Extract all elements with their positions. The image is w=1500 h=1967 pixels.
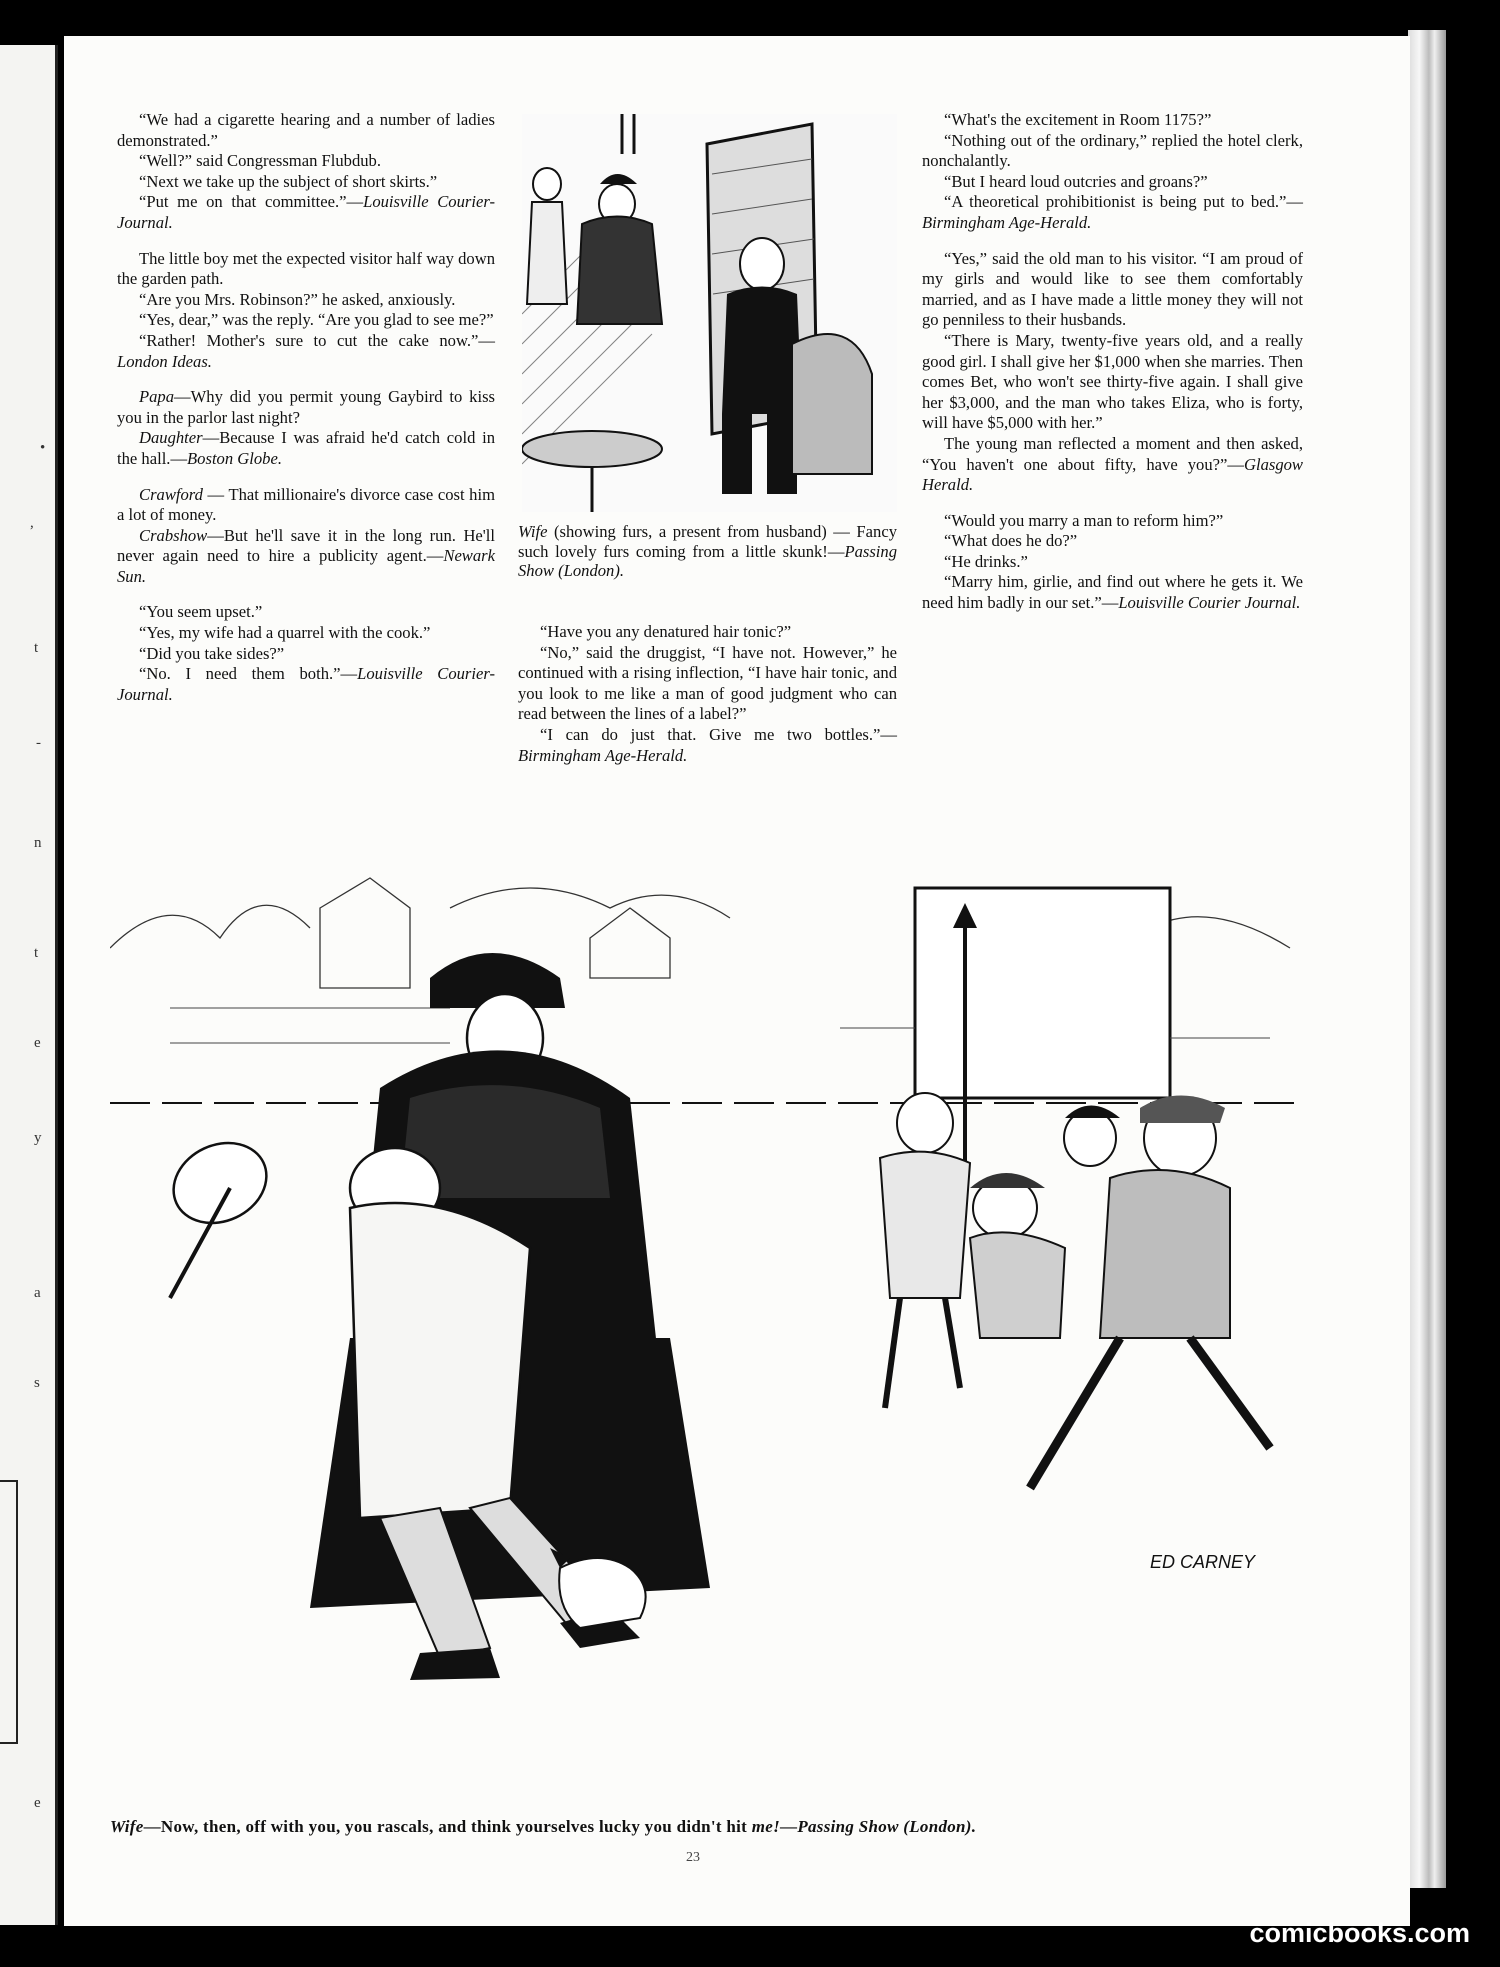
speaker: Crawford [139,484,203,504]
paragraph [117,428,495,469]
paragraph: “No,” said the druggist, “I have not. However,” he continued with a rising inflection, “I have hair tonic, and you look to me like a man of good judgment who can read between the lines of a label?” [518,642,897,724]
caption-emphasis: me! [751,1817,780,1836]
paragraph: “Nothing out of the ordinary,” replied the hotel clerk, nonchalantly. [922,130,1303,171]
text-column-middle [518,622,897,766]
paragraph: “He drinks.” [944,551,1028,571]
paragraph: The little boy met the expected visitor half way down the garden path. [117,248,495,289]
caption-text: (showing furs, a present from husband) — Fancy such lovely furs coming from a little skunk!— [518,522,897,561]
binding-edge [1408,30,1446,1888]
source-credit: Louisville Courier Journal. [1118,593,1301,613]
site-watermark: comicbooks.com [1249,1918,1470,1948]
paragraph [117,664,495,705]
source-credit: London Ideas. [117,351,212,371]
paragraph: “Well?” said Congressman Flubdub. [139,151,381,171]
paragraph: “Would you marry a man to reform him?” [944,510,1224,530]
paragraph: “But I heard loud outcries and groans?” [944,171,1208,191]
paragraph-text: “Put me on that committee.”— [139,192,364,212]
paragraph: “Yes,” said the old man to his visitor. “I am proud of my girls and would like to see them comfortably married, and as I have made a little money they will not go penniless to their husbands. [922,248,1303,330]
paragraph: “Yes, dear,” was the reply. “Are you glad to see me?” [139,310,494,330]
joke-divorce-case [117,485,495,588]
caption-text: —Now, then, off with you, you rascals, and think yourselves lucky you didn't hit [143,1817,752,1836]
previous-page-edge: • , t - n t e y a s e [0,45,58,1925]
artist-signature: ED CARNEY [1150,1552,1256,1572]
paragraph: “Have you any denatured hair tonic?” [540,622,792,641]
paragraph: “You seem upset.” [139,602,263,622]
source-credit: Louisville Courier-Journal. [117,192,495,232]
paragraph [117,485,495,526]
street-cartoon-illustration [110,868,1300,1808]
paragraph [922,434,1303,496]
speaker: Wife [518,522,548,541]
paragraph [117,387,495,428]
paragraph: “Next we take up the subject of short skirts.” [139,171,438,191]
source-credit: Passing Show (London). [518,541,897,580]
paragraph [518,725,897,766]
paragraph-text: “No. I need them both.”— [139,664,358,684]
joke-quarrel-cook [117,602,495,705]
joke-room-1175 [922,110,1303,234]
joke-old-man-daughters [922,249,1303,496]
paragraph [117,526,495,588]
source-credit: Birmingham Age-Herald. [922,212,1092,232]
page-number: 23 [686,1850,700,1865]
joke-marry-to-reform [922,511,1303,614]
text-column-left [117,110,495,705]
joke-hair-tonic [518,622,897,766]
text-column-right [922,110,1303,614]
paragraph: “There is Mary, twenty-five years old, and a really good girl. I shall give her $1,000 when she marries. Then comes Bet, who won't see thirty-five again. I shall give her $3,000, and the man who takes Eliza, who is forty, will have $5,000 with her.” [922,330,1303,433]
speaker: Wife [110,1817,144,1836]
paragraph [117,192,495,233]
paragraph: “We had a cigarette hearing and a number of ladies demonstrated.” [117,110,495,150]
caption-dash: — [780,1817,798,1836]
paragraph-text: —But he'll save it in the long run. He'll never again need to hire a publicity agent.— [117,525,495,566]
speaker: Papa [139,387,175,407]
source-credit: Birmingham Age-Herald. [518,745,688,765]
source-credit: Glasgow Herald. [922,454,1303,495]
paragraph [117,331,495,372]
joke-mrs-robinson [117,249,495,373]
paragraph-text: “Marry him, girlie, and find out where he gets it. We need him badly in our set.”— [922,572,1303,613]
street-cartoon-caption [110,1817,1310,1837]
paragraph [922,192,1303,233]
paragraph: “What does he do?” [944,531,1078,551]
paragraph-text: — That millionaire's divorce case cost him a lot of money. [117,484,495,525]
paragraph: “What's the excitement in Room 1175?” [944,110,1212,129]
paragraph-text: The young man reflected a moment and then asked, “You haven't one about fifty, have you?”— [922,433,1303,474]
speaker: Crabshow [139,525,208,545]
source-credit: Louisville Courier-Journal. [117,664,495,704]
paragraph: “Did you take sides?” [139,643,285,663]
source-credit: Passing Show (London). [797,1817,977,1836]
paragraph: “Are you Mrs. Robinson?” he asked, anxiously. [139,289,456,309]
speaker: Daughter [139,428,203,448]
paragraph-text: —Because I was afraid he'd catch cold in the hall.— [117,428,495,468]
source-credit: Newark Sun. [117,546,495,586]
paragraph-text: “Rather! Mother's sure to cut the cake now.”— [139,330,495,350]
paragraph: “Yes, my wife had a quarrel with the cook.” [139,623,431,643]
paragraph-text: —Why did you permit young Gaybird to kiss you in the parlor last night? [117,387,495,427]
fur-cartoon-caption [518,522,897,581]
joke-gaybird [117,387,495,469]
source-credit: Boston Globe. [187,448,282,468]
fur-cartoon-illustration [522,114,897,512]
paragraph-text: “I can do just that. Give me two bottles.”— [540,724,897,744]
joke-cigarette-hearing [117,110,495,234]
paragraph-text: “A theoretical prohibitionist is being put to bed.”— [944,192,1303,212]
paragraph [922,572,1303,613]
